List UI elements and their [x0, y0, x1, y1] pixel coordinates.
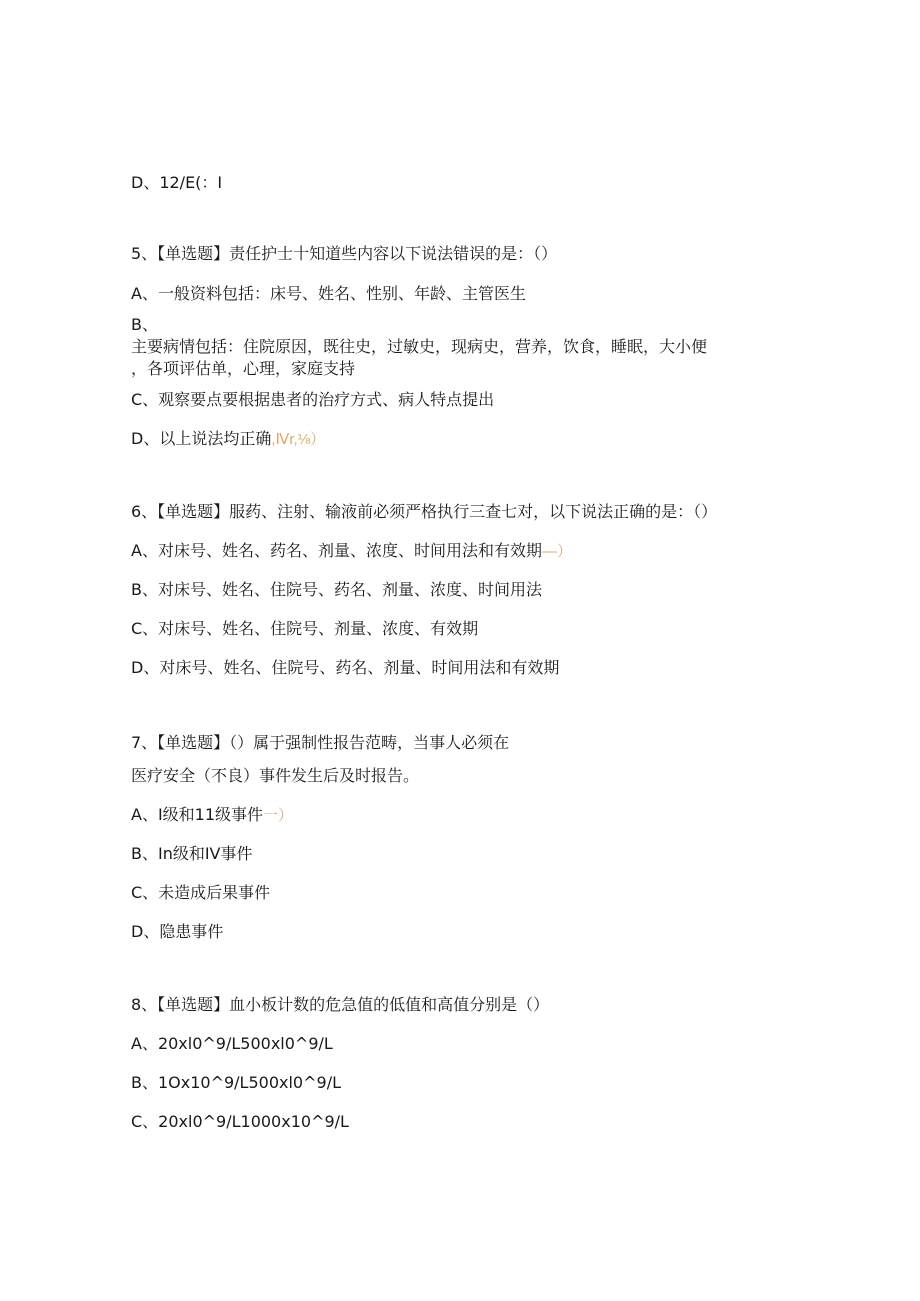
line-text: A、对床号、姓名、药名、剂量、浓度、时间用法和有效期 [131, 541, 542, 560]
text-line-q5-b-1 [131, 337, 707, 357]
line-text: 6、【单选题】服药、注射、输液前必须严格执行三查七对，以下说法正确的是：（） [131, 502, 718, 521]
text-line-q5-b [131, 315, 158, 335]
text-line-q6-c [131, 619, 478, 639]
line-text: B、对床号、姓名、住院号、药名、剂量、浓度、时间用法 [131, 580, 542, 599]
line-text: 5、【单选题】责任护士十知道些内容以下说法错误的是：（） [131, 244, 558, 263]
line-text: C、未造成后果事件 [131, 883, 271, 902]
line-text: C、20xl0^9∕L1000x10^9∕L [131, 1112, 349, 1131]
line-text: 医疗安全（不良）事件发生后及时报告。 [131, 766, 420, 785]
line-text: D、对床号、姓名、住院号、药名、剂量、时间用法和有效期 [131, 658, 560, 677]
text-line-q7-a [131, 805, 293, 826]
text-line-q7-b [131, 844, 253, 864]
text-line-q6-title [131, 502, 717, 522]
text-line-q7-title [131, 733, 509, 753]
text-line-q7-d [131, 922, 223, 942]
text-line-q7-c [131, 883, 270, 903]
line-text: A、20xl0^9∕L500xl0^9∕L [131, 1034, 333, 1053]
line-text: A、一般资料包括：床号、姓名、性别、年龄、主管医生 [131, 284, 526, 303]
line-text: 7、【单选题】（）属于强制性报告范畴，当事人必须在 [131, 733, 510, 752]
text-line-q5-a [131, 284, 526, 304]
text-line-q7-title-2 [131, 766, 419, 786]
line-text: B、 [131, 315, 158, 334]
text-line-q8-c [131, 1112, 349, 1132]
line-text: D、12∕E(：I [131, 173, 223, 192]
line-text: C、观察要点要根据患者的治疗方式、病人特点提出 [131, 390, 495, 409]
annotation-mark: ,Ⅳr,⅛） [271, 431, 326, 448]
line-text: D、以上说法均正确 [131, 429, 272, 448]
line-text: B、In级和IV事件 [131, 844, 253, 863]
line-text: C、对床号、姓名、住院号、剂量、浓度、有效期 [131, 619, 479, 638]
text-line-q6-a [131, 541, 572, 562]
text-line-q8-title [131, 995, 549, 1015]
text-line-q8-b [131, 1073, 341, 1093]
line-text: 8、【单选题】血小板计数的危急值的低值和高值分别是（） [131, 995, 550, 1014]
text-line-q8-a [131, 1034, 333, 1054]
text-line-q5-c [131, 390, 494, 410]
text-line-q5-b-2 [131, 359, 355, 379]
line-text: 主要病情包括：住院原因，既往史，过敏史，现病史，营养，饮食，睡眠，大小便 [131, 337, 708, 356]
text-line-q5-d [131, 429, 325, 450]
text-line-q6-d [131, 658, 559, 678]
annotation-mark: —） [541, 543, 572, 560]
line-text: A、I级和11级事件 [131, 805, 264, 824]
line-text: D、隐患事件 [131, 922, 224, 941]
line-text: ，各项评估单，心理，家庭支持 [131, 359, 356, 378]
line-text: B、1Ox10^9∕L500xl0^9∕L [131, 1073, 341, 1092]
annotation-mark: 一） [263, 807, 294, 824]
text-line-q6-b [131, 580, 542, 600]
text-line-q5-title [131, 244, 557, 264]
text-line-q4-d [131, 173, 222, 193]
